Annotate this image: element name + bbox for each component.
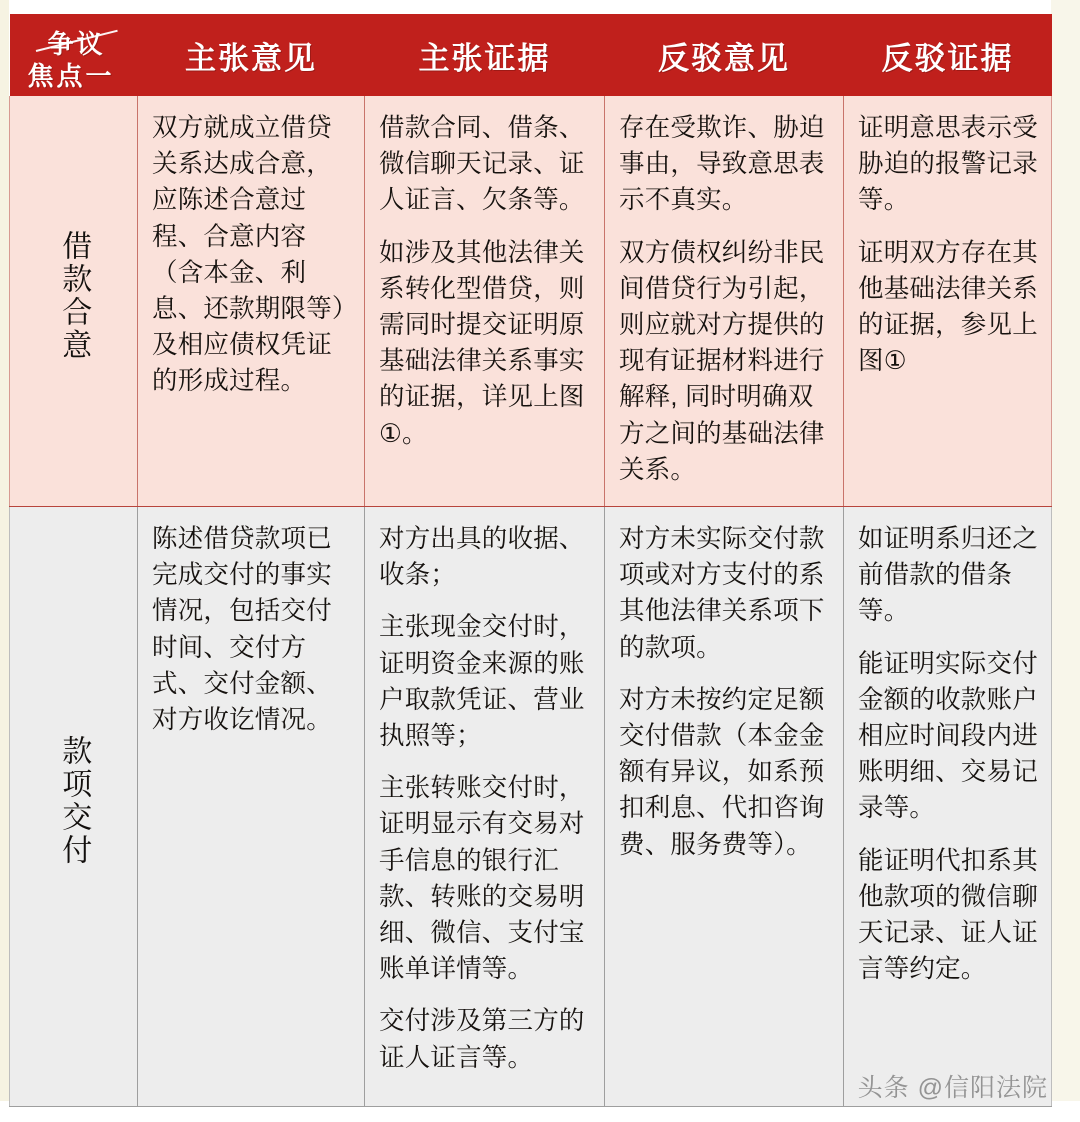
header-label-rebuttal-opinion: 反驳意见 xyxy=(658,40,790,76)
paragraph: 主张转账交付时，证明显示有交易对手信息的银行汇款、转账的交易明细、微信、支付宝账单详情等。 xyxy=(379,774,585,984)
paragraph: 对方出具的收据、收条； xyxy=(379,525,585,590)
paragraph: 能证明实际交付金额的收款账户相应时间段内进账明细、交易记录等。 xyxy=(858,649,1038,823)
cell-r0-rebuttal-opinion xyxy=(605,96,844,507)
header-cell-dispute-focus xyxy=(10,14,138,96)
cell-r1-claim-evidence xyxy=(365,507,605,1107)
header-cell-claim-evidence xyxy=(365,14,605,96)
header-cell-claim-opinion xyxy=(138,14,365,96)
cell-r0-claim-evidence xyxy=(365,96,605,507)
row-label-fund-delivery: 款项交付 xyxy=(57,735,91,868)
paragraph: 主张现金交付时，证明资金来源的账户取款凭证、营业执照等； xyxy=(379,613,585,751)
paragraph: 证明意思表示受胁迫的报警记录等。 xyxy=(858,114,1038,215)
header-label-claim-opinion: 主张意见 xyxy=(185,40,317,76)
dispute-focus-label-line1: 争议 xyxy=(47,29,106,59)
cell-r1-claim-opinion xyxy=(138,507,365,1107)
paragraph: 如涉及其他法律关系转化型借贷，则需同时提交证明原基础法律关系事实的证据，详见上图①。 xyxy=(379,238,585,448)
header-cell-rebuttal-opinion xyxy=(605,14,844,96)
paragraph: 双方就成立借贷关系达成合意，应陈述合意过程、合意内容（含本金、利息、还款期限等）及相应债权凭证的形成过程。 xyxy=(152,114,345,396)
left-edge-strip xyxy=(0,0,9,1101)
paragraph: 借款合同、借条、微信聊天记录、证人证言、欠条等。 xyxy=(379,114,585,215)
row-label-cell-loan-agreement xyxy=(10,96,138,507)
header-row xyxy=(10,14,1052,96)
cell-r0-rebuttal-evidence xyxy=(844,96,1052,507)
paragraph: 交付涉及第三方的证人证言等。 xyxy=(379,1007,585,1072)
cell-r0-claim-opinion xyxy=(138,96,365,507)
table-header xyxy=(10,14,1052,96)
table-row xyxy=(10,507,1052,1107)
paragraph: 对方未实际交付款项或对方支付的系其他法律关系项下的款项。 xyxy=(619,525,825,662)
watermark-text: 头条 @信阳法院 xyxy=(857,1074,1048,1102)
table-row xyxy=(10,96,1052,507)
row-label-cell-fund-delivery xyxy=(10,507,138,1107)
right-edge-strip xyxy=(1051,0,1080,1101)
paragraph: 对方未按约定足额交付借款（本金金额有异议，如系预扣利息、代扣咨询费、服务费等）。 xyxy=(619,685,825,859)
dispute-focus-label-line2: 焦点一 xyxy=(27,61,115,91)
paragraph: 存在受欺诈、胁迫事由，导致意思表示不真实。 xyxy=(619,114,825,215)
header-label-rebuttal-evidence: 反驳证据 xyxy=(881,40,1014,76)
paragraph: 陈述借贷款项已完成交付的事实情况，包括交付时间、交付方式、交付金额、对方收讫情况。 xyxy=(152,525,332,735)
paragraph: 如证明系归还之前借款的借条等。 xyxy=(858,525,1038,626)
row-label-loan-agreement: 借款合意 xyxy=(57,229,91,362)
cell-r1-rebuttal-opinion xyxy=(605,507,844,1107)
dispute-focus-table xyxy=(9,14,1052,1107)
table-body xyxy=(10,96,1052,1107)
paragraph: 证明双方存在其他基础法律关系的证据，参见上图① xyxy=(858,238,1038,376)
cell-r1-rebuttal-evidence xyxy=(844,507,1052,1107)
header-label-claim-evidence: 主张证据 xyxy=(418,40,551,76)
paragraph: 双方债权纠纷非民间借贷行为引起，则应就对方提供的现有证据材料进行解释, 同时明确双方之间的基础法律关系。 xyxy=(619,238,825,484)
header-cell-rebuttal-evidence xyxy=(844,14,1052,96)
paragraph: 能证明代扣系其他款项的微信聊天记录、证人证言等约定。 xyxy=(858,846,1038,984)
